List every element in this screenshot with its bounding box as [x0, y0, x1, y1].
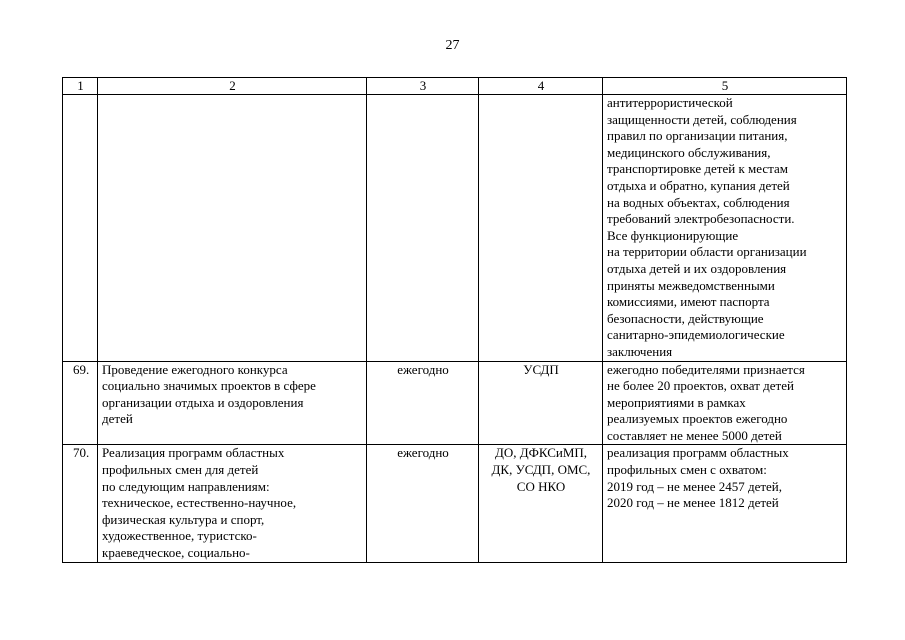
period-cell	[367, 361, 479, 445]
header-col-4: 4	[479, 78, 603, 95]
cell-line: реализуемых проектов ежегодно	[607, 411, 788, 427]
cell-line: СО НКО	[516, 478, 566, 494]
cell-line: защищенности детей, соблюдения	[607, 111, 797, 127]
cell-line: правил по организации питания,	[607, 128, 788, 144]
cell-line: художественное, туристско-	[102, 528, 257, 544]
cell-line: мероприятиями в рамках	[607, 394, 746, 410]
table-row	[63, 445, 847, 562]
header-col-1: 1	[63, 78, 98, 95]
executors-cell	[479, 445, 603, 562]
cell-line: физическая культура и спорт,	[102, 511, 265, 527]
period-cell	[367, 445, 479, 562]
cell-line: антитеррористической	[607, 95, 733, 110]
cell-line: требований электробезопасности.	[607, 211, 795, 227]
cell-line: отдыха и обратно, купания детей	[607, 177, 790, 193]
cell-line: ДК, УСДП, ОМС,	[491, 462, 591, 478]
result-cell	[603, 361, 847, 445]
row-number-cell	[63, 95, 98, 362]
table-body	[63, 95, 847, 563]
cell-line: ДО, ДФКСиМП,	[494, 445, 588, 461]
header-col-3: 3	[367, 78, 479, 95]
cell-line: профильных смен с охватом:	[607, 462, 767, 478]
row-number: 69.	[73, 361, 90, 377]
cell-line: заключения	[607, 343, 673, 359]
cell-line: Все функционирующие	[607, 227, 739, 243]
cell-line: транспортировке детей к местам	[607, 161, 788, 177]
table-row	[63, 95, 847, 362]
page-number: 27	[445, 38, 460, 53]
row-number-cell	[63, 361, 98, 445]
cell-line: на водных объектах, соблюдения	[607, 194, 790, 210]
cell-line: краеведческое, социально-	[102, 545, 250, 561]
activity-cell	[98, 95, 367, 362]
table-header	[63, 78, 847, 95]
cell-line: ежегодно победителями признается	[607, 361, 805, 377]
cell-line: медицинского обслуживания,	[607, 144, 771, 160]
cell-line: санитарно-эпидемиологические	[607, 327, 785, 343]
result-cell	[603, 95, 847, 362]
table-row	[63, 361, 847, 445]
executors-cell	[479, 361, 603, 445]
period-text: ежегодно	[397, 361, 449, 377]
cell-line: социально значимых проектов в сфере	[102, 378, 316, 394]
row-number: 70.	[73, 445, 90, 461]
header-col-5: 5	[603, 78, 847, 95]
cell-line: реализация программ областных	[607, 445, 789, 461]
cell-line: 2020 год – не менее 1812 детей	[607, 495, 779, 511]
cell-line: по следующим направлениям:	[102, 478, 270, 494]
cell-line: детей	[102, 411, 133, 427]
cell-line: Реализация программ областных	[102, 445, 285, 461]
cell-line: профильных смен для детей	[102, 462, 259, 478]
header-col-2: 2	[98, 78, 367, 95]
cell-line: на территории области организации	[607, 244, 807, 260]
period-text: ежегодно	[397, 445, 449, 461]
cell-line: составляет не менее 5000 детей	[607, 427, 782, 443]
activity-cell	[98, 445, 367, 562]
cell-line: не более 20 проектов, охват детей	[607, 378, 794, 394]
cell-line: УСДП	[523, 361, 559, 377]
cell-line: организации отдыха и оздоровления	[102, 394, 304, 410]
cell-line: безопасности, действующие	[607, 310, 764, 326]
cell-line: техническое, естественно-научное,	[102, 495, 297, 511]
cell-line: приняты межведомственными	[607, 277, 775, 293]
result-cell	[603, 445, 847, 562]
executors-cell	[479, 95, 603, 362]
row-number-cell	[63, 445, 98, 562]
period-cell	[367, 95, 479, 362]
cell-line: отдыха детей и их оздоровления	[607, 260, 787, 276]
cell-line: Проведение ежегодного конкурса	[102, 361, 288, 377]
header-row	[63, 78, 847, 95]
plan-table	[62, 77, 847, 563]
activity-cell	[98, 361, 367, 445]
cell-line: 2019 год – не менее 2457 детей,	[607, 478, 783, 494]
cell-line: комиссиями, имеют паспорта	[607, 294, 770, 310]
